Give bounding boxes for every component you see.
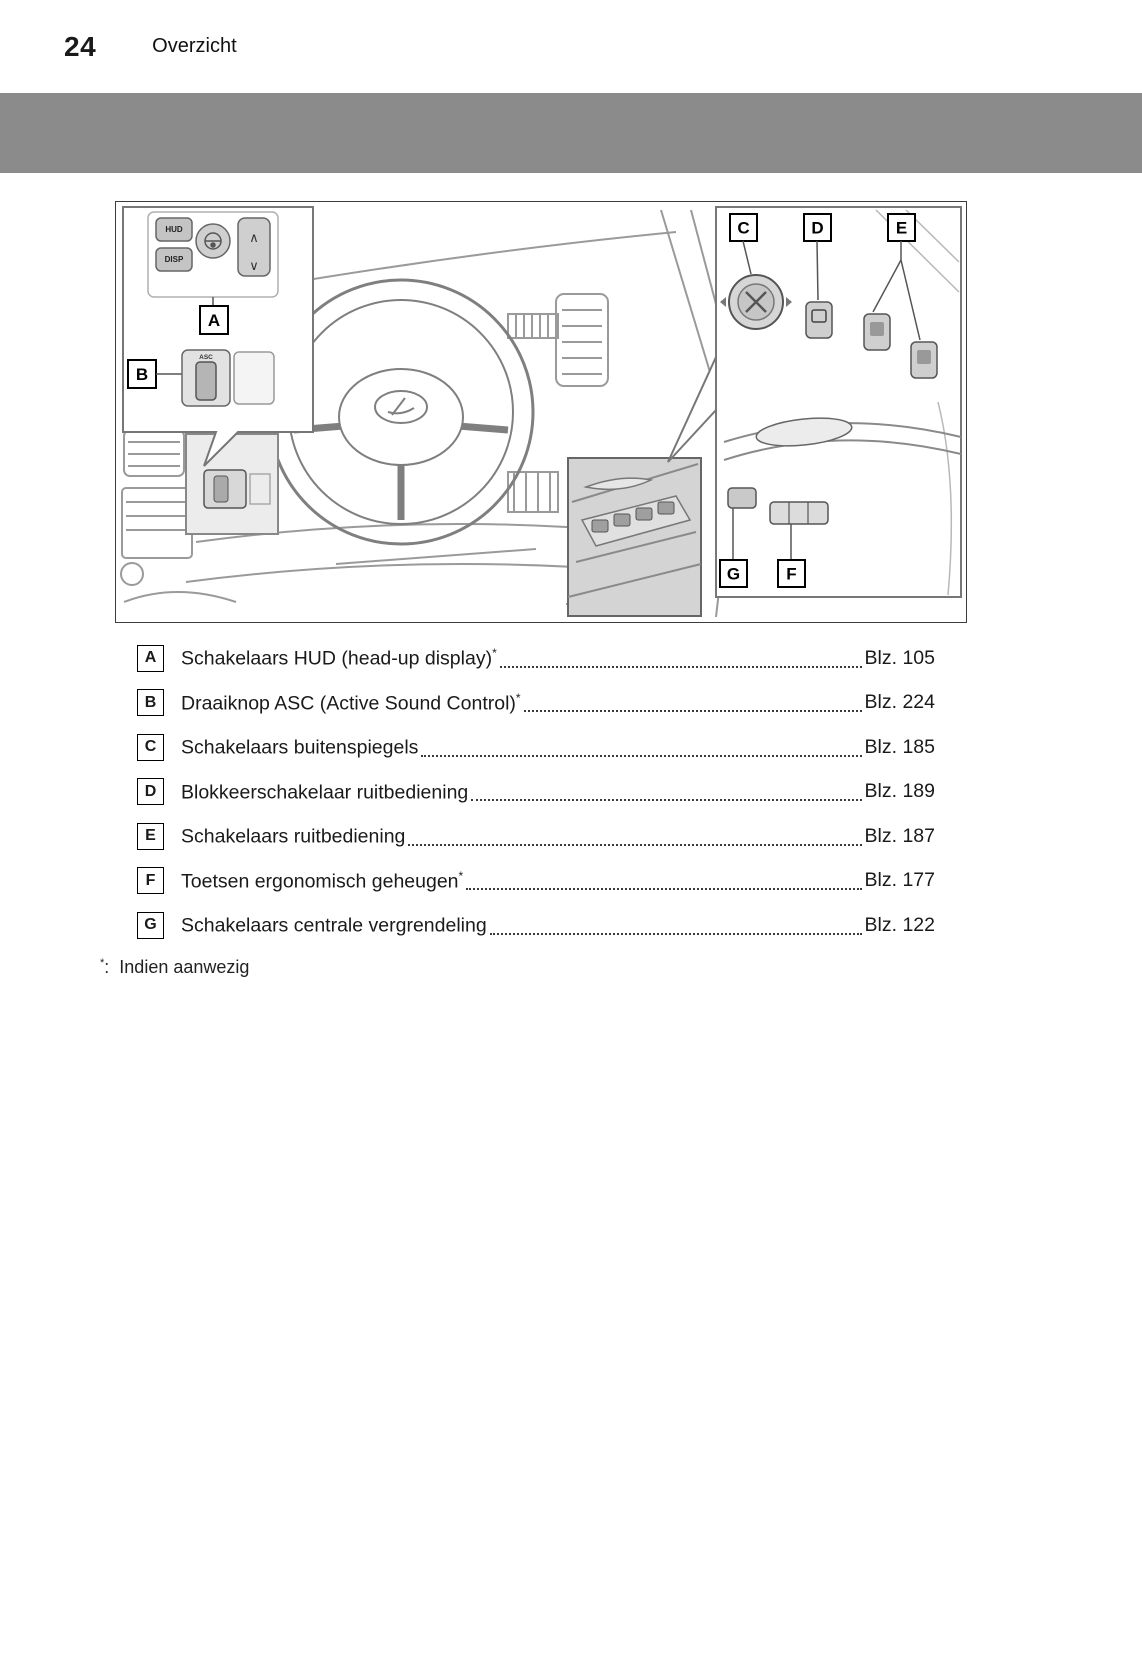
callout-letter-d: D xyxy=(811,218,824,238)
legend-row-f xyxy=(137,859,935,904)
legend-label-b xyxy=(181,691,521,716)
callout-key-f: F xyxy=(137,867,164,894)
callout-key-c: C xyxy=(137,734,164,761)
door-armrest-inset xyxy=(568,458,701,616)
callout-box-c xyxy=(730,214,757,241)
updown-rocker-button xyxy=(238,218,270,276)
hud-button-label: HUD xyxy=(165,225,183,234)
legend-label-text: Draaiknop ASC (Active Sound Control) xyxy=(181,692,516,714)
footnote-symbol: * xyxy=(100,956,105,969)
dash-switch-location xyxy=(186,434,278,534)
asc-knob xyxy=(182,350,230,406)
page-reference-b: Blz. 224 xyxy=(864,691,935,714)
section-title: Overzicht xyxy=(152,35,237,57)
hud-asc-inset-panel xyxy=(123,207,313,466)
page-reference-c: Blz. 185 xyxy=(864,735,935,758)
page-header xyxy=(0,0,1142,93)
callout-box-a xyxy=(200,306,228,334)
footnote-asterisk: * xyxy=(492,646,497,660)
steering-adjust-button xyxy=(196,224,230,258)
memory-buttons xyxy=(770,502,828,524)
legend-row-a xyxy=(137,636,935,681)
legend-label-f xyxy=(181,869,463,894)
footnote xyxy=(100,957,1142,978)
page-reference-d: Blz. 189 xyxy=(864,780,935,803)
callout-key-g: G xyxy=(137,912,164,939)
legend-label-text: Schakelaars centrale vergrendeling xyxy=(181,914,487,937)
dot-leader xyxy=(471,799,861,801)
legend-label-text: Schakelaars HUD (head-up display) xyxy=(181,647,493,670)
callout-key-d: D xyxy=(137,778,164,805)
chevron-up-icon: ∧ xyxy=(249,230,259,245)
callout-letter-e: E xyxy=(895,218,908,238)
legend-label-d xyxy=(181,780,468,805)
chevron-down-icon: ∨ xyxy=(249,258,259,273)
legend-list xyxy=(137,636,935,948)
dashboard-figure xyxy=(115,201,967,623)
page-reference-g: Blz. 122 xyxy=(864,913,935,936)
callout-letter-f: F xyxy=(786,564,797,584)
callout-key-a: A xyxy=(137,645,164,672)
legend-row-e xyxy=(137,814,935,859)
callout-key-b: B xyxy=(137,689,164,716)
page-number: 24 xyxy=(64,30,97,62)
page-reference-f: Blz. 177 xyxy=(864,869,935,892)
hud-button xyxy=(156,218,192,241)
callout-box-d xyxy=(804,214,831,241)
legend-label-a xyxy=(181,646,497,671)
section-banner xyxy=(0,93,1142,173)
legend-row-c xyxy=(137,725,935,770)
dot-leader xyxy=(490,933,862,935)
legend-label-g xyxy=(181,913,487,938)
page-reference-e: Blz. 187 xyxy=(864,824,935,847)
legend-row-b xyxy=(137,681,935,726)
legend-label-text: Schakelaars buitenspiegels xyxy=(181,736,419,759)
legend-row-g xyxy=(137,903,935,948)
footnote-asterisk: * xyxy=(515,690,521,705)
disp-button xyxy=(156,248,192,271)
footnote-text: Indien aanwezig xyxy=(119,956,250,977)
callout-letter-c: C xyxy=(737,218,750,238)
callout-box-f xyxy=(778,560,805,587)
dot-leader xyxy=(524,710,862,712)
footnote-separator: : xyxy=(104,956,110,977)
disp-button-label: DISP xyxy=(164,255,184,264)
central-lock-switch xyxy=(728,488,756,508)
blank-switch-plate xyxy=(234,352,274,404)
dot-leader xyxy=(408,844,861,846)
dashboard-illustration xyxy=(116,202,966,622)
callout-key-e: E xyxy=(137,823,164,850)
dot-leader xyxy=(500,666,862,668)
inset-pointer xyxy=(668,357,716,462)
dot-leader xyxy=(421,755,861,757)
door-panel-inset xyxy=(716,207,961,597)
legend-row-d xyxy=(137,770,935,815)
callout-letter-b: B xyxy=(135,365,149,384)
legend-label-c xyxy=(181,735,418,760)
callout-box-g xyxy=(720,560,747,587)
legend-label-text: Schakelaars ruitbediening xyxy=(181,825,406,848)
dot-leader xyxy=(466,888,861,890)
callout-box-e xyxy=(888,214,915,241)
window-lock-switch xyxy=(806,302,832,338)
callout-letter-g: G xyxy=(726,564,741,584)
legend-label-e xyxy=(181,824,405,849)
legend-label-text: Blokkeerschakelaar ruitbediening xyxy=(181,781,469,803)
asc-knob-label: ASC xyxy=(199,354,213,361)
callout-box-b xyxy=(128,360,156,388)
footnote-asterisk: * xyxy=(458,868,464,883)
page-reference-a: Blz. 105 xyxy=(864,646,935,669)
callout-letter-a: A xyxy=(207,311,221,330)
legend-label-text: Toetsen ergonomisch geheugen xyxy=(181,870,459,892)
